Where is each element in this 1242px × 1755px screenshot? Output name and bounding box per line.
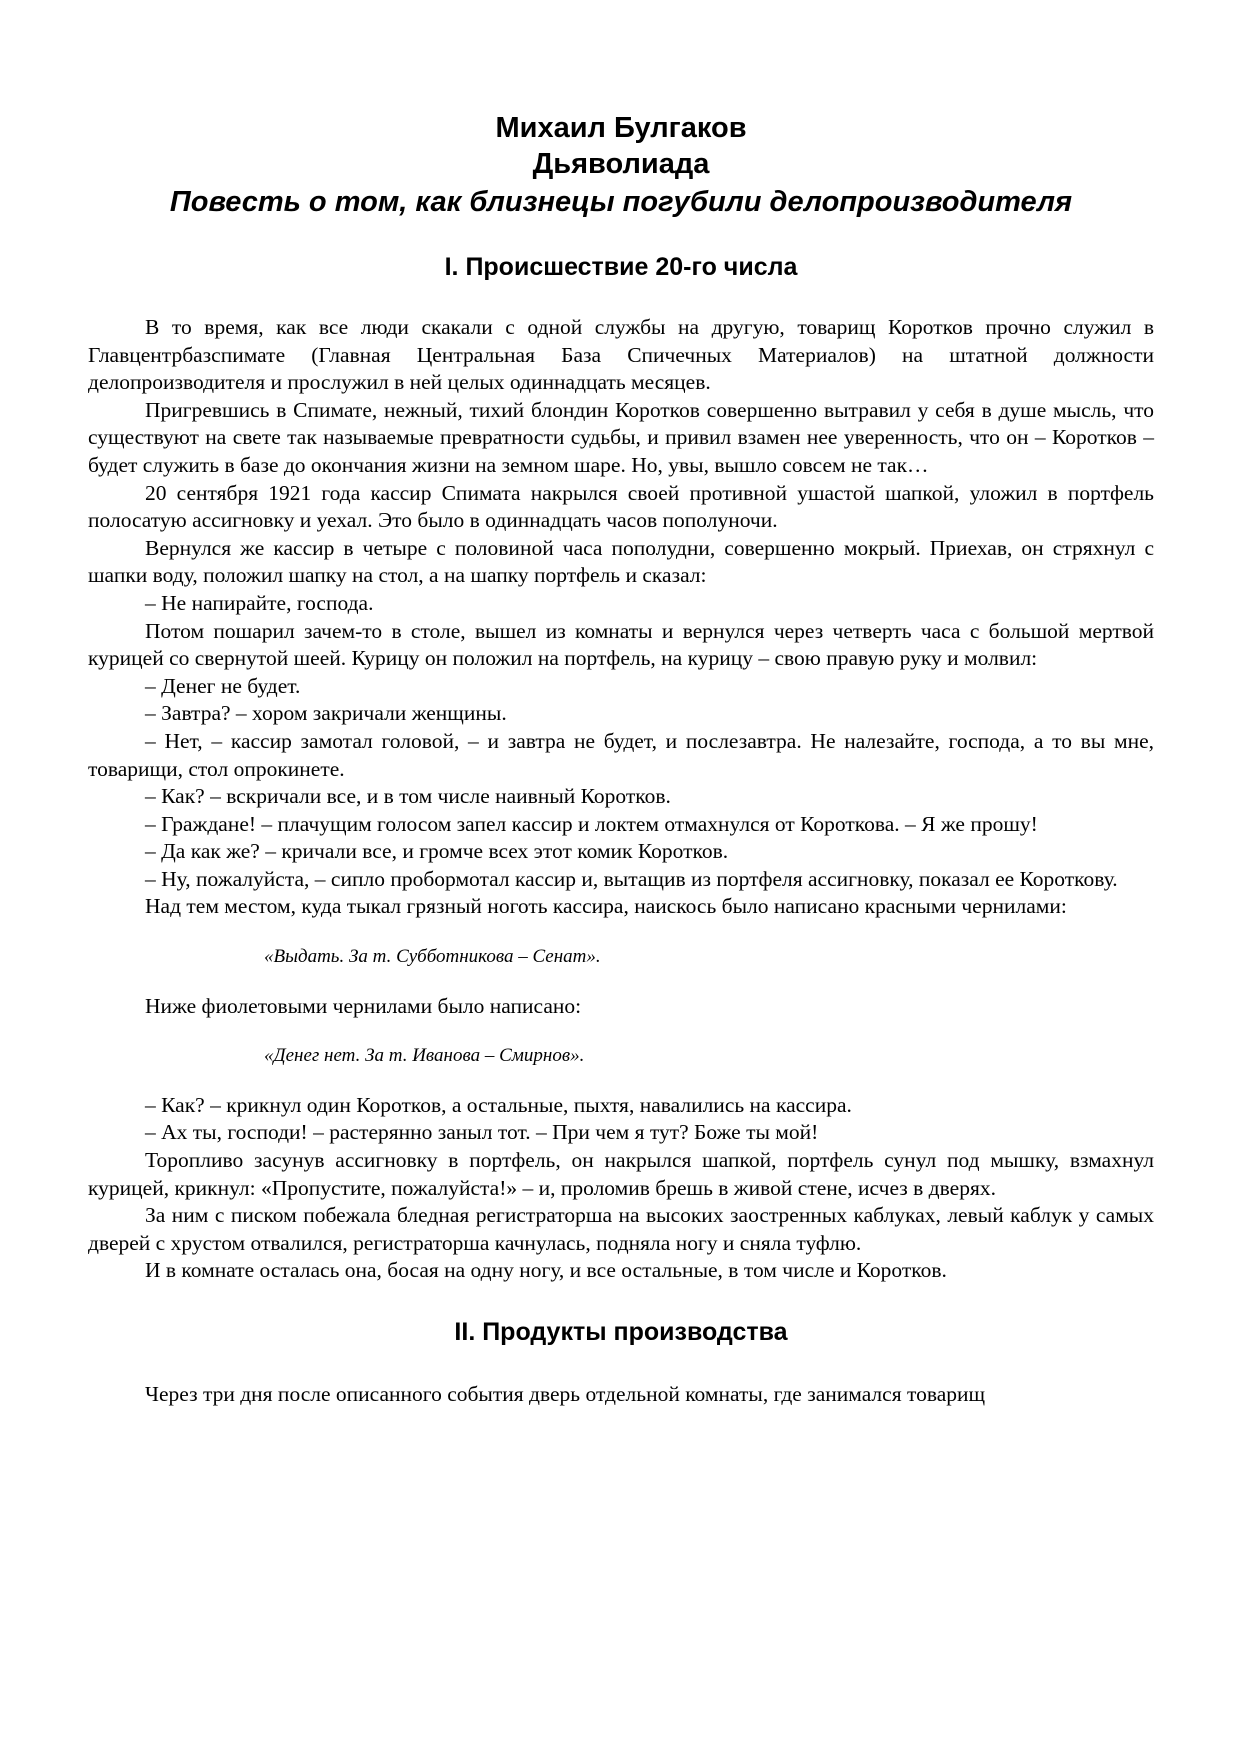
chapter-1-heading: I. Происшествие 20-го числа <box>444 253 798 281</box>
paragraph: – Граждане! – плачущим голосом запел кассир и локтем отмахнулся от Короткова. – Я же прошу! <box>145 811 1038 836</box>
work-title: Дьяволиада <box>532 148 710 180</box>
paragraph: – Денег не будет. <box>145 673 301 698</box>
title-block <box>88 110 1154 222</box>
paragraph: – Как? – крикнул один Коротков, а остальные, пыхтя, навалились на кассира. <box>145 1092 852 1117</box>
paragraph: – Не напирайте, господа. <box>145 590 374 615</box>
paragraph: За ним с писком побежала бледная регистраторша на высоких заостренных каблуках, левый каблук у самых дверей с хрустом отвалился, регистраторша качнулась, подняла ногу и сняла туфлю. <box>88 1203 1154 1255</box>
paragraph: В то время, как все люди скакали с одной службы на другую, товарищ Коротков прочно служил в Главцентрбазспимате (Главная Центральная База Спичечных Материалов) на штатной должности делопроизводителя и прослужил в ней целых одиннадцать месяцев. <box>88 315 1154 395</box>
paragraph: Над тем местом, куда тыкал грязный ноготь кассира, наискось было написано красными чернилами: <box>145 894 1067 919</box>
chapter-2-text <box>88 1381 1154 1409</box>
paragraph: – Ах ты, господи! – растерянно заныл тот. – При чем я тут? Боже ты мой! <box>145 1120 819 1145</box>
paragraph: Пригревшись в Спимате, нежный, тихий блондин Коротков совершенно вытравил у себя в душе мысль, что существуют на свете так называемые превратности судьбы, и привил взамен нее уверенность, что он – Коротков – будет служить в базе до окончания жизни на земном шаре. Но, увы, вышло совсем не так… <box>88 397 1154 477</box>
quote-red-ink: «Выдать. За т. Субботникова – Сенат». <box>264 946 601 968</box>
paragraph: – Как? – вскричали все, и в том числе наивный Коротков. <box>145 784 671 809</box>
paragraph: И в комнате осталась она, босая на одну ногу, и все остальные, в том числе и Коротков. <box>145 1258 947 1283</box>
paragraph: Потом пошарил зачем-то в столе, вышел из комнаты и вернулся через четверть часа с большой мертвой курицей со свернутой шеей. Курицу он положил на портфель, на курицу – свою правую руку и молвил: <box>88 618 1154 671</box>
paragraph: Ниже фиолетовыми чернилами было написано: <box>145 993 582 1018</box>
paragraph: – Завтра? – хором закричали женщины. <box>145 701 507 726</box>
paragraph: Торопливо засунув ассигновку в портфель, он накрылся шапкой, портфель сунул под мышку, взмахнул курицей, крикнул: «Пропустите, пожалуйста!» – и, проломив брешь в живой стене, исчез в дверях. <box>88 1148 1154 1200</box>
paragraph: 20 сентября 1921 года кассир Спимата накрылся своей противной ушастой шапкой, уложил в портфель полосатую ассигновку и уехал. Это было в одиннадцать часов пополуночи. <box>88 480 1154 533</box>
chapter-1-text <box>88 314 1154 1285</box>
quote-violet-ink: «Денег нет. За т. Иванова – Смирнов». <box>264 1045 585 1067</box>
paragraph: – Ну, пожалуйста, – сипло пробормотал кассир и, вытащив из портфеля ассигновку, показал ее Короткову. <box>145 866 1118 891</box>
chapter-2-heading: II. Продукты производства <box>454 1318 788 1346</box>
author-name: Михаил Булгаков <box>495 112 747 144</box>
paragraph: – Нет, – кассир замотал головой, – и завтра не будет, и послезавтра. Не налезайте, господа, а то вы мне, товарищи, стол опрокинете. <box>88 728 1154 781</box>
paragraph: Через три дня после описанного события дверь отдельной комнаты, где занимался товарищ <box>145 1382 986 1406</box>
paragraph: Вернулся же кассир в четыре с половиной часа пополудни, совершенно мокрый. Приехав, он стряхнул с шапки воду, положил шапку на стол, а на шапку портфель и сказал: <box>88 535 1154 588</box>
document-page <box>88 110 1154 1409</box>
work-subtitle: Повесть о том, как близнецы погубили делопроизводителя <box>169 186 1073 218</box>
paragraph: – Да как же? – кричали все, и громче всех этот комик Коротков. <box>145 839 729 864</box>
